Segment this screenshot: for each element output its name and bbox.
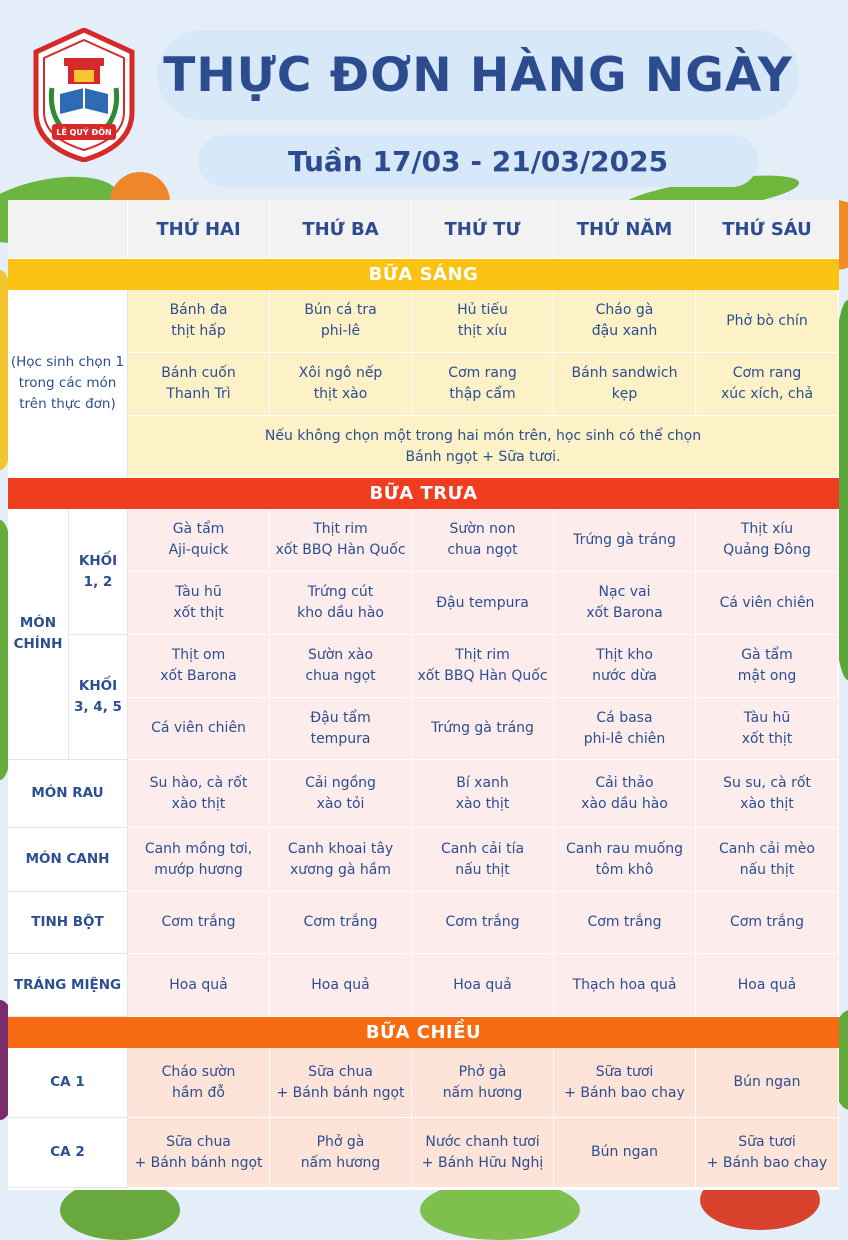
breakfast-footer: Nếu không chọn một trong hai món trên, học sinh có thể chọn Bánh ngọt + Sữa tươi.	[128, 416, 839, 478]
row-label: MÓN RAU	[8, 760, 128, 828]
shift-label: CA 1	[8, 1048, 128, 1118]
day-header: THỨ BA	[270, 200, 412, 259]
menu-item: Cơm trắng	[412, 892, 554, 954]
menu-item: Cơm trắng	[270, 892, 412, 954]
header-corner	[8, 200, 128, 259]
menu-item: Cải ngồng xào tỏi	[270, 760, 412, 828]
menu-item: Cơm trắng	[554, 892, 696, 954]
menu-item: Gà tẩm mật ong	[696, 635, 839, 698]
menu-item: Sữa tươi + Bánh bao chay	[696, 1118, 839, 1188]
menu-item: Cá viên chiên	[696, 572, 839, 635]
grade-group-label: KHỐI 1, 2	[69, 509, 128, 635]
menu-item: Cải thảo xào dầu hào	[554, 760, 696, 828]
menu-item: Bánh cuốn Thanh Trì	[128, 353, 270, 416]
menu-item: Gà tẩm Aji-quick	[128, 509, 270, 572]
menu-item: Cơm rang xúc xích, chả	[696, 353, 839, 416]
menu-item: Sườn non chua ngọt	[412, 509, 554, 572]
menu-item: Cháo gà đậu xanh	[554, 290, 696, 353]
menu-item: Canh cải tía nấu thịt	[412, 828, 554, 892]
menu-item: Canh cải mèo nấu thịt	[696, 828, 839, 892]
day-header: THỨ NĂM	[554, 200, 696, 259]
menu-item: Trứng gà tráng	[554, 509, 696, 572]
menu-item: Tàu hũ xốt thịt	[696, 698, 839, 760]
menu-item: Cháo sườn hầm đỗ	[128, 1048, 270, 1118]
menu-item: Thịt rim xốt BBQ Hàn Quốc	[412, 635, 554, 698]
menu-item: Canh mồng tơi, mướp hương	[128, 828, 270, 892]
menu-item: Thạch hoa quả	[554, 954, 696, 1017]
grade-group-label: KHỐI 3, 4, 5	[69, 635, 128, 760]
menu-item: Cơm trắng	[696, 892, 839, 954]
menu-item: Canh khoai tây xương gà hầm	[270, 828, 412, 892]
menu-item: Cá basa phi-lê chiên	[554, 698, 696, 760]
menu-item: Cơm rang thập cẩm	[412, 353, 554, 416]
menu-item: Hoa quả	[412, 954, 554, 1017]
menu-item: Sữa tươi + Bánh bao chay	[554, 1048, 696, 1118]
day-header: THỨ TƯ	[412, 200, 554, 259]
menu-item: Phở bò chín	[696, 290, 839, 353]
menu-item: Su hào, cà rốt xào thịt	[128, 760, 270, 828]
menu-item: Bánh sandwich kẹp	[554, 353, 696, 416]
menu-item: Cá viên chiên	[128, 698, 270, 760]
menu-item: Sườn xào chua ngọt	[270, 635, 412, 698]
shift-label: CA 2	[8, 1118, 128, 1188]
dinner-band: BỮA CHIỀU	[8, 1017, 839, 1048]
breakfast-note: (Học sinh chọn 1 trong các món trên thực đơn)	[8, 290, 128, 478]
menu-item: Bún cá tra phi-lê	[270, 290, 412, 353]
logo-text: LÊ QUÝ ĐÔN	[56, 127, 112, 137]
menu-item: Thịt rim xốt BBQ Hàn Quốc	[270, 509, 412, 572]
menu-item: Sữa chua + Bánh bánh ngọt	[270, 1048, 412, 1118]
menu-item: Su su, cà rốt xào thịt	[696, 760, 839, 828]
menu-item: Thịt kho nước dừa	[554, 635, 696, 698]
menu-table	[8, 200, 839, 1190]
menu-item: Hoa quả	[128, 954, 270, 1017]
week-range: Tuần 17/03 - 21/03/2025	[198, 135, 758, 187]
main-dish-label: MÓN CHÍNH	[8, 509, 69, 760]
menu-item: Trứng cút kho dầu hào	[270, 572, 412, 635]
menu-item: Hủ tiếu thịt xíu	[412, 290, 554, 353]
row-label: TINH BỘT	[8, 892, 128, 954]
day-header: THỨ SÁU	[696, 200, 839, 259]
menu-item: Thịt om xốt Barona	[128, 635, 270, 698]
menu-item: Phở gà nấm hương	[412, 1048, 554, 1118]
day-header: THỨ HAI	[128, 200, 270, 259]
school-logo	[30, 28, 138, 162]
menu-item: Đậu tẩm tempura	[270, 698, 412, 760]
menu-item: Hoa quả	[270, 954, 412, 1017]
menu-item: Trứng gà tráng	[412, 698, 554, 760]
row-label: TRÁNG MIỆNG	[8, 954, 128, 1017]
menu-item: Tàu hũ xốt thịt	[128, 572, 270, 635]
menu-item: Bí xanh xào thịt	[412, 760, 554, 828]
menu-item: Phở gà nấm hương	[270, 1118, 412, 1188]
page-title: THỰC ĐƠN HÀNG NGÀY	[157, 30, 799, 120]
lunch-band: BỮA TRƯA	[8, 478, 839, 509]
menu-item: Nước chanh tươi + Bánh Hữu Nghị	[412, 1118, 554, 1188]
menu-item: Thịt xíu Quảng Đông	[696, 509, 839, 572]
menu-item: Xôi ngô nếp thịt xào	[270, 353, 412, 416]
menu-item: Đậu tempura	[412, 572, 554, 635]
menu-item: Bún ngan	[696, 1048, 839, 1118]
breakfast-band: BỮA SÁNG	[8, 259, 839, 290]
menu-item: Canh rau muống tôm khô	[554, 828, 696, 892]
menu-item: Nạc vai xốt Barona	[554, 572, 696, 635]
menu-item: Cơm trắng	[128, 892, 270, 954]
menu-item: Bánh đa thịt hấp	[128, 290, 270, 353]
row-label: MÓN CANH	[8, 828, 128, 892]
menu-item: Sữa chua + Bánh bánh ngọt	[128, 1118, 270, 1188]
menu-item: Hoa quả	[696, 954, 839, 1017]
menu-item: Bún ngan	[554, 1118, 696, 1188]
